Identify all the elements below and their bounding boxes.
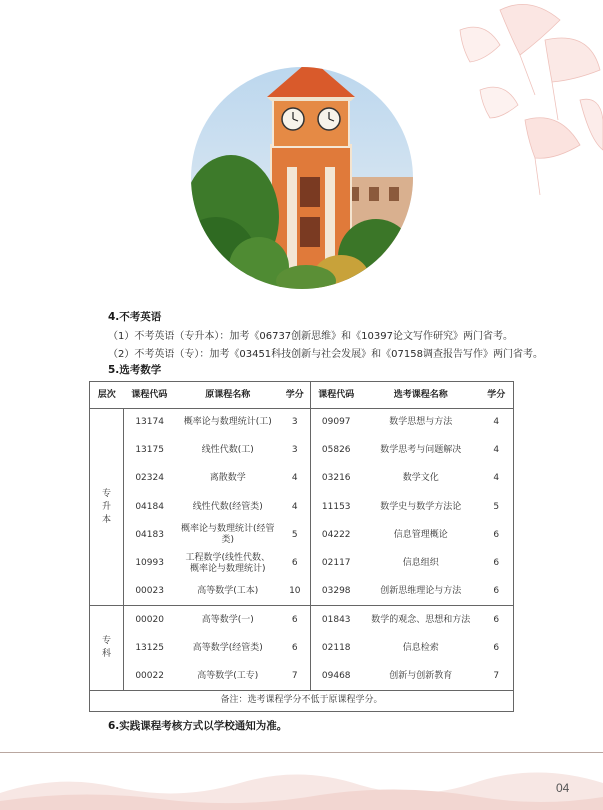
course-name: 高等数学(经管类) [192, 642, 263, 653]
course-code: 13175 [135, 445, 164, 456]
course-name: 高等数学(一) [201, 614, 254, 625]
table-row [90, 662, 514, 690]
course-name: 高等数学(工专) [197, 670, 259, 681]
alt-course-name: 创新思维理论与方法 [362, 578, 480, 606]
table-row [90, 606, 514, 634]
tier-cell-zk [90, 606, 124, 691]
header-alt-name: 选考课程名称 [362, 382, 480, 409]
alt-course-name: 信息检索 [402, 642, 439, 653]
course-name: 概率论与数理统计(经管类) [180, 524, 275, 546]
alt-course-code: 11153 [310, 493, 362, 521]
course-name: 离散数学 [209, 473, 246, 484]
course-code: 00020 [135, 614, 164, 625]
alt-course-name: 数学史与数学方法论 [380, 501, 462, 512]
alt-course-credit: 4 [493, 445, 500, 456]
alt-course-credit: 6 [480, 578, 514, 606]
tier-label: 专科 [101, 636, 111, 660]
alt-course-code: 01843 [310, 606, 362, 634]
alt-course-credit: 6 [493, 642, 500, 653]
section-4-line-2: （2）不考英语（专）：加考《03451科技创新与社会发展》和《07158调查报告写作》两门省考。 [108, 349, 543, 360]
alt-course-name: 数学的观念、思想和方法 [371, 614, 471, 625]
alt-course-name: 信息组织 [402, 558, 439, 569]
header-alt-credit: 学分 [480, 382, 514, 409]
alt-course-code: 05826 [310, 437, 362, 465]
course-name: 高等数学(工本) [175, 578, 280, 606]
section-4-heading: 4.不考英语 [108, 311, 162, 323]
course-name: 工程数学(线性代数、概率论与数理统计) [185, 552, 270, 574]
alt-course-name: 信息管理概论 [393, 529, 448, 540]
table-row [90, 437, 514, 465]
course-credit: 3 [291, 445, 298, 456]
course-credit: 5 [291, 529, 298, 540]
course-credit: 7 [291, 670, 298, 681]
tier-cell-zsb [90, 409, 124, 606]
alt-course-name: 创新与创新教育 [389, 670, 453, 681]
course-credit: 4 [291, 501, 298, 512]
alt-course-code: 09468 [310, 662, 362, 690]
alt-course-code: 03216 [310, 465, 362, 493]
alt-course-name: 数学思想与方法 [389, 417, 453, 428]
header-alt-code: 课程代码 [310, 382, 362, 409]
ginkgo-leaf-icon [440, 0, 603, 200]
header-tier: 层次 [90, 382, 124, 409]
header-original-name: 原课程名称 [175, 382, 280, 409]
alt-course-name: 数学文化 [402, 473, 439, 484]
clock-tower-photo [191, 67, 413, 289]
course-credit: 3 [291, 417, 298, 428]
course-name: 线性代数(经管类) [192, 501, 263, 512]
course-credit: 6 [291, 558, 298, 569]
table-header-row [90, 382, 514, 409]
tier-label: 专升本 [101, 488, 111, 525]
alt-course-credit: 4 [493, 417, 500, 428]
course-code: 13125 [135, 642, 164, 653]
course-credit: 6 [291, 614, 298, 625]
section-4-line-1: （1）不考英语（专升本）：加考《06737创新思维》和《10397论文写作研究》两门省考。 [108, 331, 513, 342]
course-credit: 10 [280, 578, 310, 606]
alt-course-credit: 7 [493, 670, 500, 681]
table-row [90, 409, 514, 437]
hills-decoration-icon [0, 753, 603, 810]
table-note: 备注：选考课程学分不低于原课程学分。 [90, 690, 514, 711]
alt-course-code: 04222 [310, 521, 362, 549]
course-code: 00022 [135, 670, 164, 681]
section-6-heading: 6.实践课程考核方式以学校通知为准。 [108, 720, 288, 732]
alt-course-code: 02117 [310, 549, 362, 577]
alt-course-credit: 6 [493, 529, 500, 540]
course-name: 概率论与数理统计(工) [183, 417, 272, 428]
table-row [90, 465, 514, 493]
table-row [90, 493, 514, 521]
course-credit: 6 [291, 642, 298, 653]
alt-course-name: 数学思考与问题解决 [380, 445, 462, 456]
math-course-table [89, 381, 514, 712]
alt-course-credit: 6 [493, 614, 500, 625]
alt-course-code: 09097 [310, 409, 362, 437]
table-row [90, 521, 514, 549]
table-note-row [90, 690, 514, 711]
course-code: 13174 [135, 417, 164, 428]
alt-course-credit: 6 [493, 558, 500, 569]
course-code: 00023 [123, 578, 175, 606]
header-code: 课程代码 [123, 382, 175, 409]
table-row [90, 549, 514, 577]
course-code: 04184 [135, 501, 164, 512]
alt-course-credit: 4 [493, 473, 500, 484]
alt-course-credit: 5 [493, 501, 500, 512]
page-number: 04 [556, 781, 570, 795]
course-code: 02324 [135, 473, 164, 484]
course-code: 04183 [135, 529, 164, 540]
alt-course-code: 03298 [310, 578, 362, 606]
table-row [90, 578, 514, 606]
course-name: 线性代数(工) [201, 445, 254, 456]
course-code: 10993 [135, 558, 164, 569]
alt-course-code: 02118 [310, 634, 362, 662]
table-row [90, 634, 514, 662]
course-credit: 4 [291, 473, 298, 484]
section-5-heading: 5.选考数学 [108, 364, 162, 376]
header-credit: 学分 [280, 382, 310, 409]
